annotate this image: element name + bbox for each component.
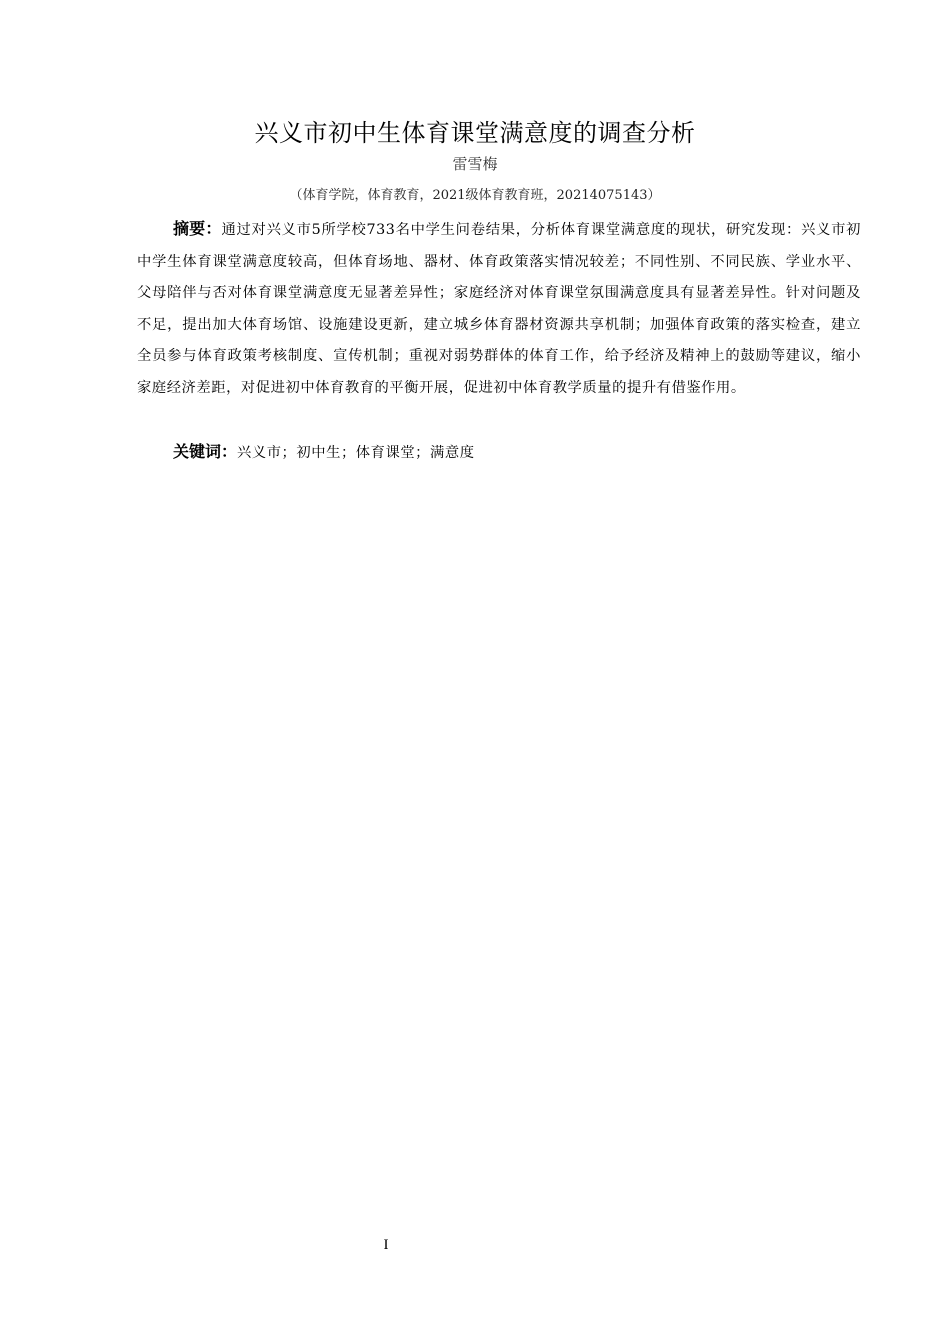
author-affiliation: （体育学院，体育教育，2021级体育教育班，20214075143） <box>289 188 661 203</box>
page-number: I <box>383 1237 389 1253</box>
keywords-paragraph <box>137 436 861 470</box>
abstract-paragraph <box>137 213 861 404</box>
author-name: 雷雪梅 <box>452 155 498 173</box>
abstract-text: 通过对兴义市5所学校733名中学生问卷结果，分析体育课堂满意度的现状，研究发现：兴义市初中学生体育课堂满意度较高，但体育场地、器材、体育政策落实情况较差；不同性别、不同民族、学业水平、父母陪伴与否对体育课堂满意度无显著差异性；家庭经济对体育课堂氛围满意度具有显著差异性。针对问题及不足，提出加大体育场馆、设施建设更新，建立城乡体育器材资源共享机制；加强体育政策的落实检查，建立全员参与体育政策考核制度、宣传机制；重视对弱势群体的体育工作，给予经济及精神上的鼓励等建议，缩小家庭经济差距，对促进初中体育教育的平衡开展，促进初中体育教学质量的提升有借鉴作用。 <box>137 222 861 396</box>
abstract-label: 摘要： <box>173 219 222 238</box>
paper-title: 兴义市初中生体育课堂满意度的调查分析 <box>254 119 696 147</box>
keywords-label: 关键词： <box>173 442 238 461</box>
keywords-text: 兴义市；初中生；体育课堂；满意度 <box>237 445 475 461</box>
